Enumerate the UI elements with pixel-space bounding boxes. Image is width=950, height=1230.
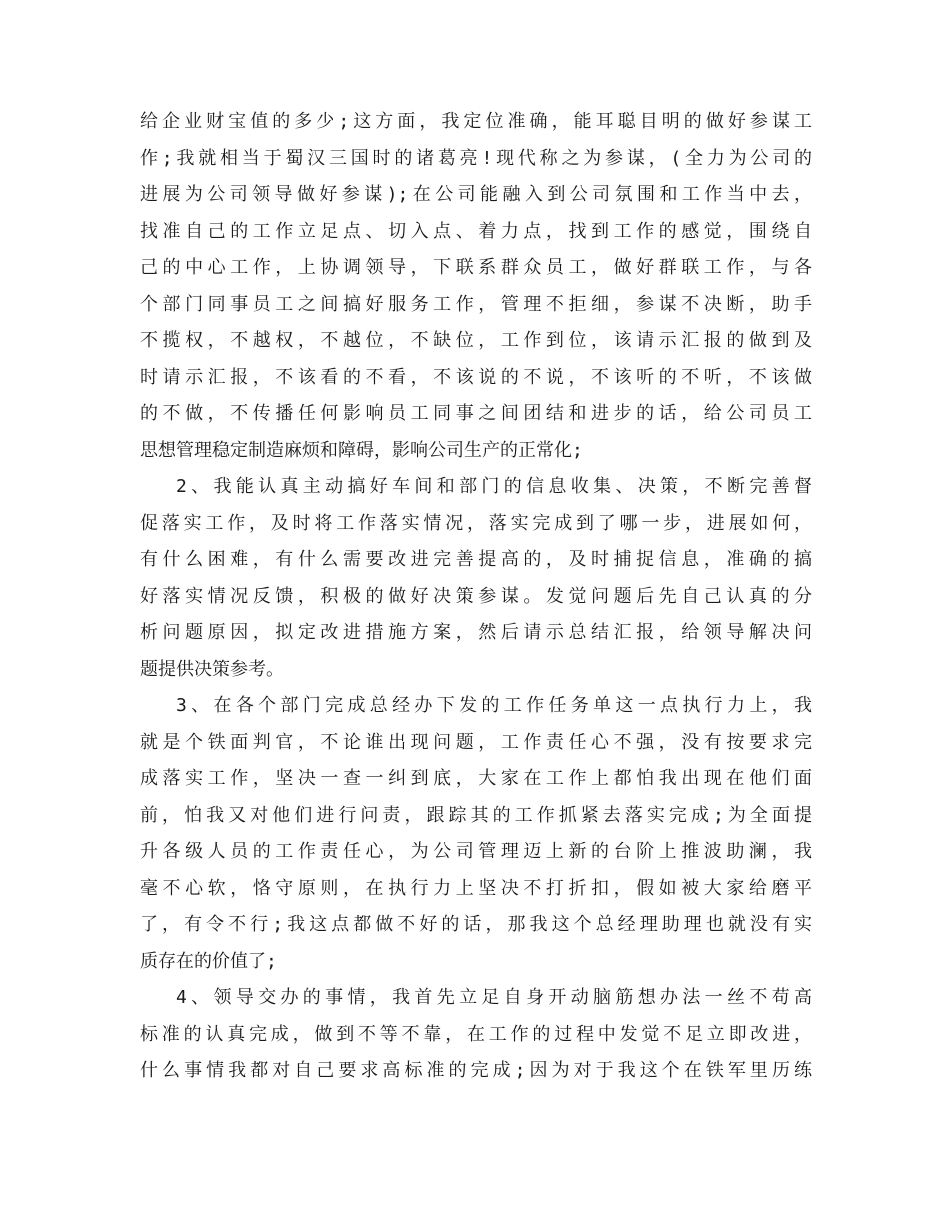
text-line: 的不做，不传播任何影响员工同事之间团结和进步的话，给公司员工 bbox=[140, 403, 812, 424]
text-line: 成落实工作，坚决一查一纠到底，大家在工作上都怕我出现在他们面 bbox=[140, 768, 812, 789]
document-body bbox=[140, 104, 812, 1090]
text-line: 升各级人员的工作责任心，为公司管理迈上新的台阶上推波助澜，我 bbox=[140, 841, 812, 862]
paragraph-4 bbox=[140, 980, 812, 1090]
text-line: 3、在各个部门完成总经办下发的工作任务单这一点执行力上，我 bbox=[176, 695, 812, 716]
text-line: 了，有令不行;我这点都做不好的话，那我这个总经理助理也就没有实 bbox=[140, 914, 812, 935]
text-line: 进展为公司领导做好参谋);在公司能融入到公司氛围和工作当中去， bbox=[140, 184, 812, 205]
text-line: 个部门同事员工之间搞好服务工作，管理不拒细，参谋不决断，助手 bbox=[140, 293, 812, 315]
text-line: 质存在的价值了; bbox=[140, 950, 277, 972]
text-line: 作;我就相当于蜀汉三国时的诸葛亮!现代称之为参谋，(全力为公司的 bbox=[140, 147, 812, 169]
text-line: 什么事情我都对自己要求高标准的完成;因为对于我这个在铁军里历练 bbox=[140, 1060, 812, 1081]
text-line: 有什么困难，有什么需要改进完善提高的，及时捕捉信息，准确的搞 bbox=[140, 549, 812, 570]
text-line: 给企业财宝值的多少;这方面，我定位准确，能耳聪目明的做好参谋工 bbox=[140, 111, 812, 132]
paragraph-1 bbox=[140, 104, 812, 469]
paragraph-3 bbox=[140, 688, 812, 980]
text-line: 思想管理稳定制造麻烦和障碍，影响公司生产的正常化; bbox=[140, 439, 583, 461]
text-line: 前，怕我又对他们进行问责，跟踪其的工作抓紧去落实完成;为全面提 bbox=[140, 804, 812, 826]
text-line: 2、我能认真主动搞好车间和部门的信息收集、决策，不断完善督 bbox=[176, 476, 812, 497]
text-line: 就是个铁面判官，不论谁出现问题，工作责任心不强，没有按要求完 bbox=[140, 731, 812, 753]
text-line: 己的中心工作，上协调领导，下联系群众员工，做好群联工作，与各 bbox=[140, 257, 812, 278]
text-line: 析问题原因，拟定改进措施方案，然后请示总结汇报，给领导解决问 bbox=[140, 622, 812, 643]
text-line: 标准的认真完成，做到不等不靠，在工作的过程中发觉不足立即改进， bbox=[140, 1023, 812, 1045]
text-line: 促落实工作，及时将工作落实情况，落实完成到了哪一步，进展如何， bbox=[140, 512, 812, 534]
text-line: 时请示汇报，不该看的不看，不该说的不说，不该听的不听，不该做 bbox=[140, 366, 812, 388]
text-line: 不揽权，不越权，不越位，不缺位，工作到位，该请示汇报的做到及 bbox=[140, 330, 812, 351]
text-line: 4、领导交办的事情，我首先立足自身开动脑筋想办法一丝不苟高 bbox=[176, 987, 812, 1008]
text-line: 好落实情况反馈，积极的做好决策参谋。发觉问题后先自己认真的分 bbox=[140, 585, 812, 607]
paragraph-2 bbox=[140, 469, 812, 688]
text-line: 题提供决策参考。 bbox=[140, 658, 284, 680]
text-line: 毫不心软，恪守原则，在执行力上坚决不打折扣，假如被大家给磨平 bbox=[140, 877, 812, 899]
text-line: 找准自己的工作立足点、切入点、着力点，找到工作的感觉，围绕自 bbox=[140, 220, 812, 242]
